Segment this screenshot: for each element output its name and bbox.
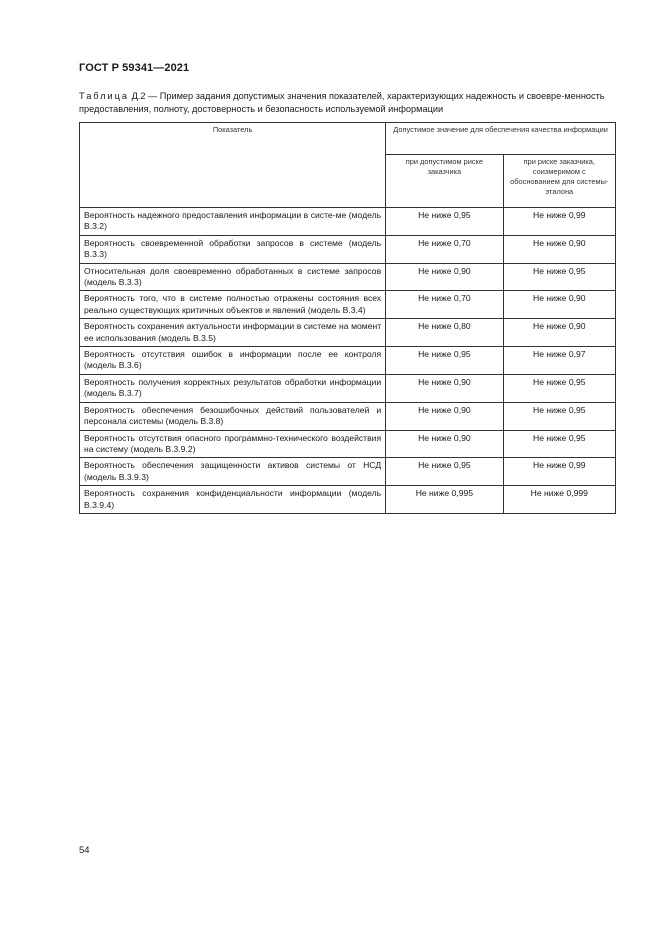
table-row	[80, 208, 616, 236]
reference-risk-value: Не ниже 0,999	[503, 486, 615, 514]
indicator-cell: Относительная доля своевременно обработанных в системе запросов (модель В.3.3)	[80, 263, 386, 291]
table-caption-label: Таблица	[79, 91, 130, 101]
reference-risk-value: Не ниже 0,99	[503, 208, 615, 236]
table-row	[80, 458, 616, 486]
reference-risk-value: Не ниже 0,95	[503, 402, 615, 430]
table-row	[80, 347, 616, 375]
indicator-cell: Вероятность отсутствия ошибок в информации после ее контроля (модель В.3.6)	[80, 347, 386, 375]
quality-indicators-table	[79, 122, 616, 514]
header-reference-risk: при риске заказчика, соизмеримом с обоснованием для системы-эталона	[503, 155, 615, 208]
customer-risk-value: Не ниже 0,90	[386, 374, 503, 402]
indicator-cell: Вероятность надежного предоставления информации в систе-ме (модель В.3.2)	[80, 208, 386, 236]
reference-risk-value: Не ниже 0,90	[503, 235, 615, 263]
customer-risk-value: Не ниже 0,95	[386, 208, 503, 236]
reference-risk-value: Не ниже 0,95	[503, 430, 615, 458]
table-row	[80, 263, 616, 291]
table-row	[80, 235, 616, 263]
indicator-cell: Вероятность обеспечения безошибочных действий пользователей и персонала системы (модель В.3.8)	[80, 402, 386, 430]
indicator-cell: Вероятность сохранения конфиденциальности информации (модель В.3.9.4)	[80, 486, 386, 514]
reference-risk-value: Не ниже 0,90	[503, 319, 615, 347]
reference-risk-value: Не ниже 0,97	[503, 347, 615, 375]
table-row	[80, 319, 616, 347]
customer-risk-value: Не ниже 0,95	[386, 458, 503, 486]
table-body	[80, 208, 616, 514]
reference-risk-value: Не ниже 0,95	[503, 263, 615, 291]
indicator-cell: Вероятность своевременной обработки запросов в системе (модель В.3.3)	[80, 235, 386, 263]
indicator-cell: Вероятность отсутствия опасного программно-технического воздействия на систему (модель В.3.9.2)	[80, 430, 386, 458]
header-allowed-value: Допустимое значение для обеспечения качества информации	[386, 123, 616, 155]
customer-risk-value: Не ниже 0,70	[386, 235, 503, 263]
table-caption	[79, 90, 615, 116]
table-row	[80, 402, 616, 430]
document-code: ГОСТ Р 59341—2021	[79, 62, 190, 74]
header-indicator: Показатель	[80, 123, 386, 208]
customer-risk-value: Не ниже 0,80	[386, 319, 503, 347]
reference-risk-value: Не ниже 0,90	[503, 291, 615, 319]
customer-risk-value: Не ниже 0,95	[386, 347, 503, 375]
indicator-cell: Вероятность того, что в системе полностью отражены состояния всех реально существующих критичных объектов и явлений (модель В.3.4)	[80, 291, 386, 319]
indicator-cell: Вероятность обеспечения защищенности активов системы от НСД (модель В.3.9.3)	[80, 458, 386, 486]
reference-risk-value: Не ниже 0,95	[503, 374, 615, 402]
indicator-cell: Вероятность получения корректных результатов обработки информации (модель В.3.7)	[80, 374, 386, 402]
table-caption-text: Д.2 — Пример задания допустимых значения показателей, характеризующих надежность и своевре-менность предоставления, полноту, достоверность и безопасность используемой информации	[79, 91, 605, 114]
customer-risk-value: Не ниже 0,90	[386, 430, 503, 458]
page-number: 54	[79, 845, 90, 856]
indicator-cell: Вероятность сохранения актуальности информации в системе на момент ее использования (модель В.3.5)	[80, 319, 386, 347]
table-row	[80, 374, 616, 402]
table-row	[80, 291, 616, 319]
table-row	[80, 430, 616, 458]
table-row	[80, 486, 616, 514]
header-customer-risk: при допустимом риске заказчика	[386, 155, 503, 208]
reference-risk-value: Не ниже 0,99	[503, 458, 615, 486]
customer-risk-value: Не ниже 0,70	[386, 291, 503, 319]
customer-risk-value: Не ниже 0,995	[386, 486, 503, 514]
customer-risk-value: Не ниже 0,90	[386, 402, 503, 430]
customer-risk-value: Не ниже 0,90	[386, 263, 503, 291]
